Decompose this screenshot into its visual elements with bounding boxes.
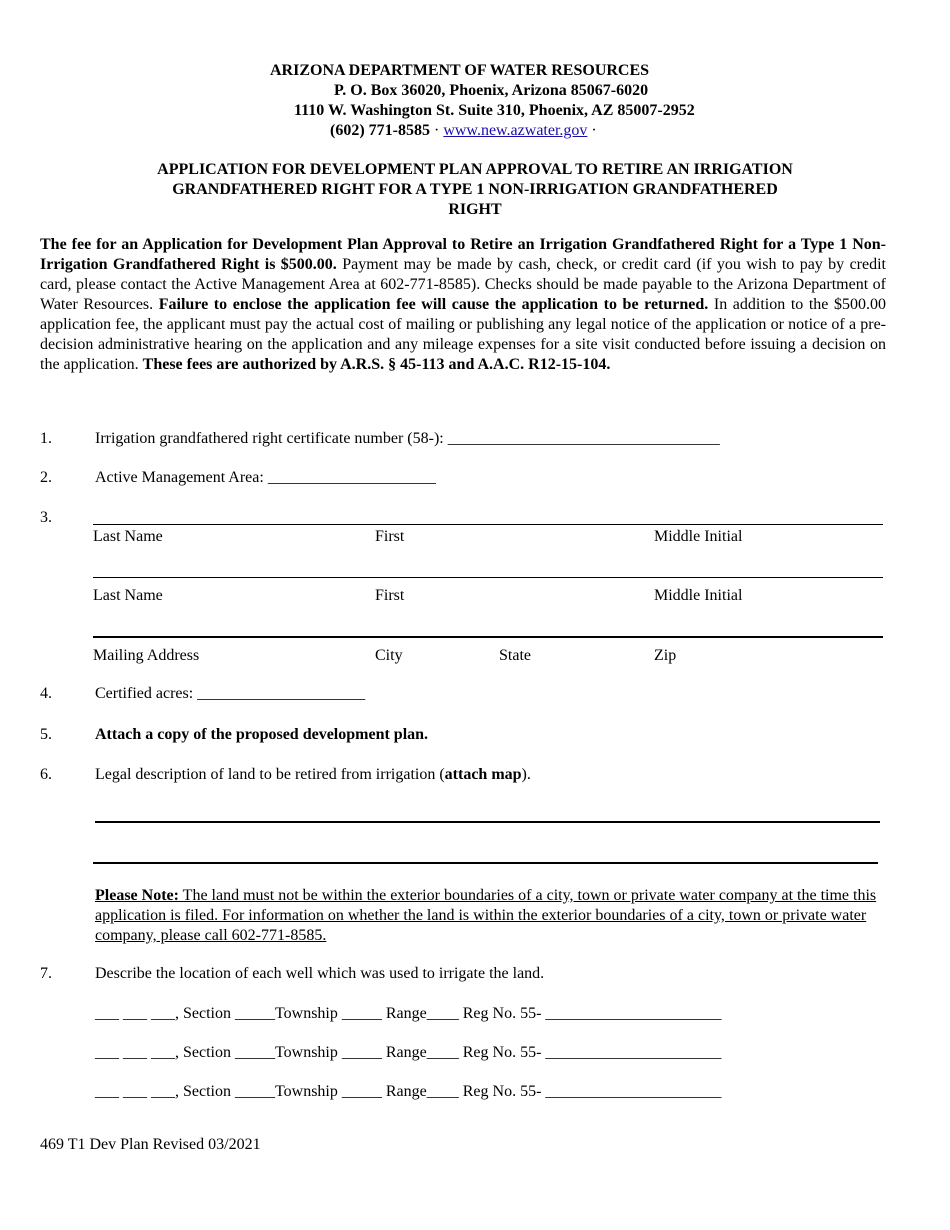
legal-description-prompt xyxy=(95,766,531,784)
item-number-6: 6. xyxy=(40,766,52,783)
fee-statement: The fee for an Application for Development Plan Approval to Retire an Irrigation Grandfathered Right for a Type 1 Non-Irrigation Grandfathered Right is $500.00. xyxy=(40,236,886,273)
please-note-text: The land must not be within the exterior boundaries of a city, town or private water company at the time this application is filed. For information on whether the land is within the exterior boundaries of a city, town or private water company, please call 602-771-8585. xyxy=(95,887,877,944)
form-title-line-3: RIGHT xyxy=(448,201,502,218)
attach-map-text: attach map xyxy=(444,766,522,783)
certified-acres-field[interactable]: Certified acres: _____________________ xyxy=(95,685,366,702)
form-title-line-1: APPLICATION FOR DEVELOPMENT PLAN APPROVAL TO RETIRE AN IRRIGATION xyxy=(157,161,793,178)
please-note-label: Please Note: xyxy=(95,887,179,904)
separator-dot: · xyxy=(429,122,444,139)
first-name-label-1: First xyxy=(375,528,405,545)
middle-initial-label-2: Middle Initial xyxy=(654,587,743,604)
item-number-4: 4. xyxy=(40,685,52,702)
certificate-number-field[interactable]: Irrigation grandfathered right certificate number (58-): __________________________________ xyxy=(95,430,720,447)
city-label: City xyxy=(375,647,403,664)
street-address: 1110 W. Washington St. Suite 310, Phoenix, AZ 85007-2952 xyxy=(294,102,695,119)
last-name-label-2: Last Name xyxy=(93,587,163,604)
well-location-row-1[interactable]: ___ ___ ___, Section _____Township _____ Range____ Reg No. 55- ______________________ xyxy=(95,1005,722,1022)
phone-number: (602) 771-8585 xyxy=(330,122,430,139)
item-number-3: 3. xyxy=(40,509,52,526)
first-name-label-2: First xyxy=(375,587,405,604)
well-location-prompt: Describe the location of each well which was used to irrigate the land. xyxy=(95,965,545,982)
po-box-address: P. O. Box 36020, Phoenix, Arizona 85067-6020 xyxy=(334,82,649,99)
item-number-5: 5. xyxy=(40,726,52,743)
fee-warning: Failure to enclose the application fee will cause the application to be returned. xyxy=(158,296,709,313)
agency-name: ARIZONA DEPARTMENT OF WATER RESOURCES xyxy=(270,62,650,79)
item-number-2: 2. xyxy=(40,469,52,486)
mailing-address-line[interactable] xyxy=(93,636,883,638)
last-name-label-1: Last Name xyxy=(93,528,163,545)
legal-description-end: ). xyxy=(521,766,531,783)
applicant-2-name-line[interactable] xyxy=(93,577,883,578)
zip-label: Zip xyxy=(654,647,677,664)
item-number-7: 7. xyxy=(40,965,52,982)
contact-line xyxy=(330,122,597,140)
fee-authority: These fees are authorized by A.R.S. § 45-113 and A.A.C. R12-15-104. xyxy=(142,356,611,373)
active-management-area-field[interactable]: Active Management Area: _____________________ xyxy=(95,469,436,486)
well-location-row-2[interactable]: ___ ___ ___, Section _____Township _____ Range____ Reg No. 55- ______________________ xyxy=(95,1044,722,1061)
mailing-address-label: Mailing Address xyxy=(93,647,200,664)
applicant-1-name-line[interactable] xyxy=(93,524,883,525)
item-number-1: 1. xyxy=(40,430,52,447)
legal-description-line-2[interactable] xyxy=(93,862,878,864)
legal-description-text: Legal description of land to be retired from irrigation ( xyxy=(95,766,445,783)
state-label: State xyxy=(499,647,531,664)
additional-costs: In addition to the $500.00 application fee, the applicant must pay the actual cost of mailing or publishing any legal notice of the application or notice of a pre-decision administrative hearing on the application and any mileage expenses for a site visit conducted before issuing a decision on the application. xyxy=(40,296,886,373)
website-link[interactable]: www.new.azwater.gov xyxy=(443,122,588,139)
fee-instructions xyxy=(40,235,886,375)
please-note xyxy=(95,886,907,946)
separator-dot-end: · xyxy=(587,122,597,139)
development-plan-instruction: Attach a copy of the proposed development plan. xyxy=(95,726,429,743)
legal-description-line-1[interactable] xyxy=(95,821,880,823)
form-title xyxy=(100,160,850,220)
middle-initial-label-1: Middle Initial xyxy=(654,528,743,545)
well-location-row-3[interactable]: ___ ___ ___, Section _____Township _____ Range____ Reg No. 55- ______________________ xyxy=(95,1083,722,1100)
payment-instructions: Payment may be made by cash, check, or credit card (if you wish to pay by credit card, please contact the Active Management Area at 602-771-8585). Checks should be made payable to the Arizona Department of Water Resources. xyxy=(40,256,886,313)
form-revision-footer: 469 T1 Dev Plan Revised 03/2021 xyxy=(40,1136,261,1153)
form-title-line-2: GRANDFATHERED RIGHT FOR A TYPE 1 NON-IRRIGATION GRANDFATHERED xyxy=(172,181,778,198)
